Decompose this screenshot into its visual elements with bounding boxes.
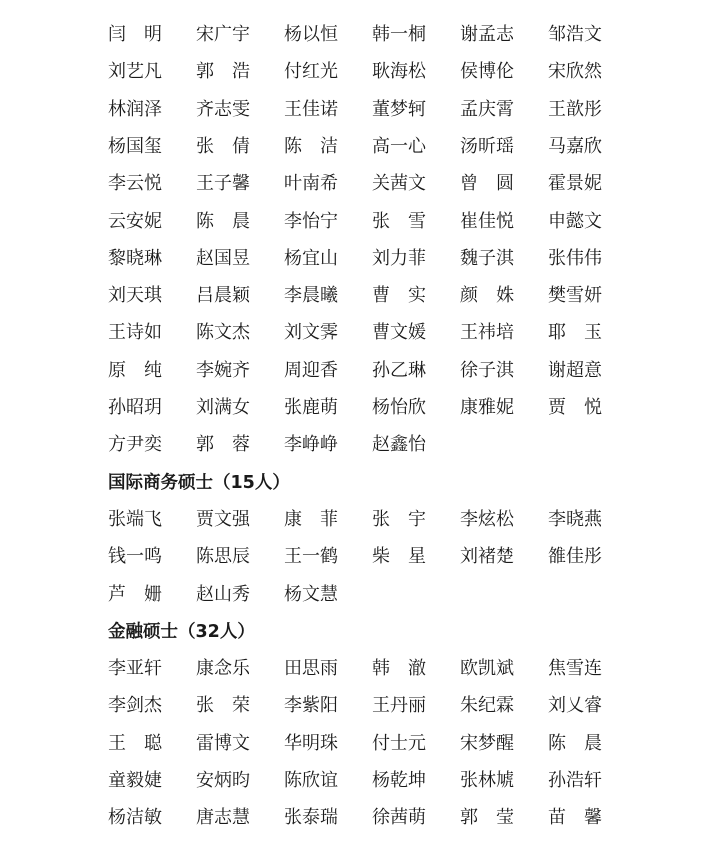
student-name: 刘满女 xyxy=(196,397,250,418)
student-name: 李峥峥 xyxy=(284,434,338,455)
student-name: 樊雪妍 xyxy=(548,285,602,306)
student-name: 童毅婕 xyxy=(108,770,162,791)
name-row xyxy=(0,762,711,799)
student-name: 赵鑫怡 xyxy=(372,434,426,455)
student-name: 雷博文 xyxy=(196,733,250,754)
student-name: 耿海松 xyxy=(372,61,426,82)
student-name: 霍景妮 xyxy=(548,173,602,194)
name-row xyxy=(0,277,711,314)
student-name: 原 纯 xyxy=(108,360,162,381)
student-name: 方尹奕 xyxy=(108,434,162,455)
student-name: 李紫阳 xyxy=(284,695,338,716)
student-name: 杨文慧 xyxy=(284,584,338,605)
student-name: 谢孟志 xyxy=(460,24,514,45)
student-name: 王祎培 xyxy=(460,322,514,343)
name-row xyxy=(0,91,711,128)
student-name: 谢超意 xyxy=(548,360,602,381)
student-name: 安炳昀 xyxy=(196,770,250,791)
student-name: 李炫松 xyxy=(460,509,514,530)
student-name: 曾 圆 xyxy=(460,173,514,194)
student-name: 刘文霁 xyxy=(284,322,338,343)
name-row xyxy=(0,650,711,687)
student-name: 田思雨 xyxy=(284,658,338,679)
student-name: 叶南希 xyxy=(284,173,338,194)
student-name: 董梦轲 xyxy=(372,99,426,120)
name-row xyxy=(0,165,711,202)
name-row xyxy=(0,725,711,762)
student-name: 韩 澈 xyxy=(372,658,426,679)
student-name: 宋广宇 xyxy=(196,24,250,45)
student-name: 孙浩轩 xyxy=(548,770,602,791)
student-name: 王子馨 xyxy=(196,173,250,194)
student-name: 魏子淇 xyxy=(460,248,514,269)
student-name: 刘乂睿 xyxy=(548,695,602,716)
name-row xyxy=(0,576,711,613)
student-name: 陈欣谊 xyxy=(284,770,338,791)
student-name: 申懿文 xyxy=(548,211,602,232)
student-name: 孙昭玥 xyxy=(108,397,162,418)
student-name: 李晨曦 xyxy=(284,285,338,306)
student-name: 王歆彤 xyxy=(548,99,602,120)
student-name: 闫 明 xyxy=(108,24,162,45)
name-row xyxy=(0,501,711,538)
student-name: 柴 星 xyxy=(372,546,426,567)
section-heading: 国际商务硕士（15人） xyxy=(108,472,290,493)
student-name: 康念乐 xyxy=(196,658,250,679)
name-row xyxy=(0,538,711,575)
student-name: 唐志慧 xyxy=(196,807,250,828)
student-name: 陈思辰 xyxy=(196,546,250,567)
name-row xyxy=(0,53,711,90)
student-name: 苗 馨 xyxy=(548,807,602,828)
student-name: 孟庆霄 xyxy=(460,99,514,120)
student-name: 张端飞 xyxy=(108,509,162,530)
student-name: 邹浩文 xyxy=(548,24,602,45)
name-row xyxy=(0,314,711,351)
student-name: 杨怡欣 xyxy=(372,397,426,418)
student-name: 徐茜萌 xyxy=(372,807,426,828)
student-name: 付士元 xyxy=(372,733,426,754)
student-name: 陈 晨 xyxy=(548,733,602,754)
student-name: 孙乙琳 xyxy=(372,360,426,381)
student-name: 张 荣 xyxy=(196,695,250,716)
student-name: 吕晨颖 xyxy=(196,285,250,306)
student-name: 郭 蓉 xyxy=(196,434,250,455)
name-row xyxy=(0,687,711,724)
student-name: 郭 莹 xyxy=(460,807,514,828)
student-name: 王佳诺 xyxy=(284,99,338,120)
student-name: 刘褚楚 xyxy=(460,546,514,567)
student-name: 刘力菲 xyxy=(372,248,426,269)
student-name: 韩一桐 xyxy=(372,24,426,45)
student-name: 汤昕瑶 xyxy=(460,136,514,157)
name-row xyxy=(0,16,711,53)
name-row xyxy=(0,799,711,836)
student-name: 付红光 xyxy=(284,61,338,82)
student-name: 欧凯斌 xyxy=(460,658,514,679)
student-name: 云安妮 xyxy=(108,211,162,232)
student-name: 张 倩 xyxy=(196,136,250,157)
student-name: 高一心 xyxy=(372,136,426,157)
student-name: 焦雪连 xyxy=(548,658,602,679)
student-name: 耶 玉 xyxy=(548,322,602,343)
student-name: 张林虓 xyxy=(460,770,514,791)
student-name: 周迎香 xyxy=(284,360,338,381)
student-name: 朱纪霖 xyxy=(460,695,514,716)
student-name: 刘艺凡 xyxy=(108,61,162,82)
student-name: 李亚轩 xyxy=(108,658,162,679)
student-name: 王一鹤 xyxy=(284,546,338,567)
name-row xyxy=(0,240,711,277)
student-name: 王诗如 xyxy=(108,322,162,343)
name-row xyxy=(0,203,711,240)
name-row xyxy=(0,128,711,165)
student-name: 杨乾坤 xyxy=(372,770,426,791)
student-name: 贾 悦 xyxy=(548,397,602,418)
student-name: 芦 姗 xyxy=(108,584,162,605)
name-row xyxy=(0,426,711,463)
student-name: 康雅妮 xyxy=(460,397,514,418)
student-name: 华明珠 xyxy=(284,733,338,754)
student-name: 李晓燕 xyxy=(548,509,602,530)
student-name: 关茜文 xyxy=(372,173,426,194)
student-name: 王 聪 xyxy=(108,733,162,754)
student-name: 宋欣然 xyxy=(548,61,602,82)
student-name: 赵国昱 xyxy=(196,248,250,269)
student-name: 黎晓琳 xyxy=(108,248,162,269)
student-name: 刘天琪 xyxy=(108,285,162,306)
section-heading: 金融硕士（32人） xyxy=(108,621,255,642)
student-name: 宋梦醒 xyxy=(460,733,514,754)
student-name: 杨宜山 xyxy=(284,248,338,269)
student-name: 曹文媛 xyxy=(372,322,426,343)
student-name: 郭 浩 xyxy=(196,61,250,82)
student-name: 张伟伟 xyxy=(548,248,602,269)
student-name: 崔佳悦 xyxy=(460,211,514,232)
student-name: 杨洁敏 xyxy=(108,807,162,828)
student-name: 李云悦 xyxy=(108,173,162,194)
student-name: 李怡宁 xyxy=(284,211,338,232)
name-row xyxy=(0,389,711,426)
student-name: 钱一鸣 xyxy=(108,546,162,567)
student-name: 颜 姝 xyxy=(460,285,514,306)
name-row xyxy=(0,352,711,389)
student-name: 齐志雯 xyxy=(196,99,250,120)
student-name: 张 雪 xyxy=(372,211,426,232)
student-name: 张泰瑞 xyxy=(284,807,338,828)
student-name: 张 宇 xyxy=(372,509,426,530)
student-name: 陈文杰 xyxy=(196,322,250,343)
student-name: 陈 洁 xyxy=(284,136,338,157)
student-name: 杨以恒 xyxy=(284,24,338,45)
student-name: 徐子淇 xyxy=(460,360,514,381)
student-name: 贾文强 xyxy=(196,509,250,530)
student-name: 雒佳彤 xyxy=(548,546,602,567)
student-name: 陈 晨 xyxy=(196,211,250,232)
student-name: 杨国玺 xyxy=(108,136,162,157)
student-name: 曹 实 xyxy=(372,285,426,306)
student-name: 林润泽 xyxy=(108,99,162,120)
student-name: 李剑杰 xyxy=(108,695,162,716)
student-name: 王丹丽 xyxy=(372,695,426,716)
student-name: 赵山秀 xyxy=(196,584,250,605)
student-name: 侯博伦 xyxy=(460,61,514,82)
student-name: 张鹿萌 xyxy=(284,397,338,418)
student-name: 康 菲 xyxy=(284,509,338,530)
student-name: 马嘉欣 xyxy=(548,136,602,157)
student-name: 李婉齐 xyxy=(196,360,250,381)
